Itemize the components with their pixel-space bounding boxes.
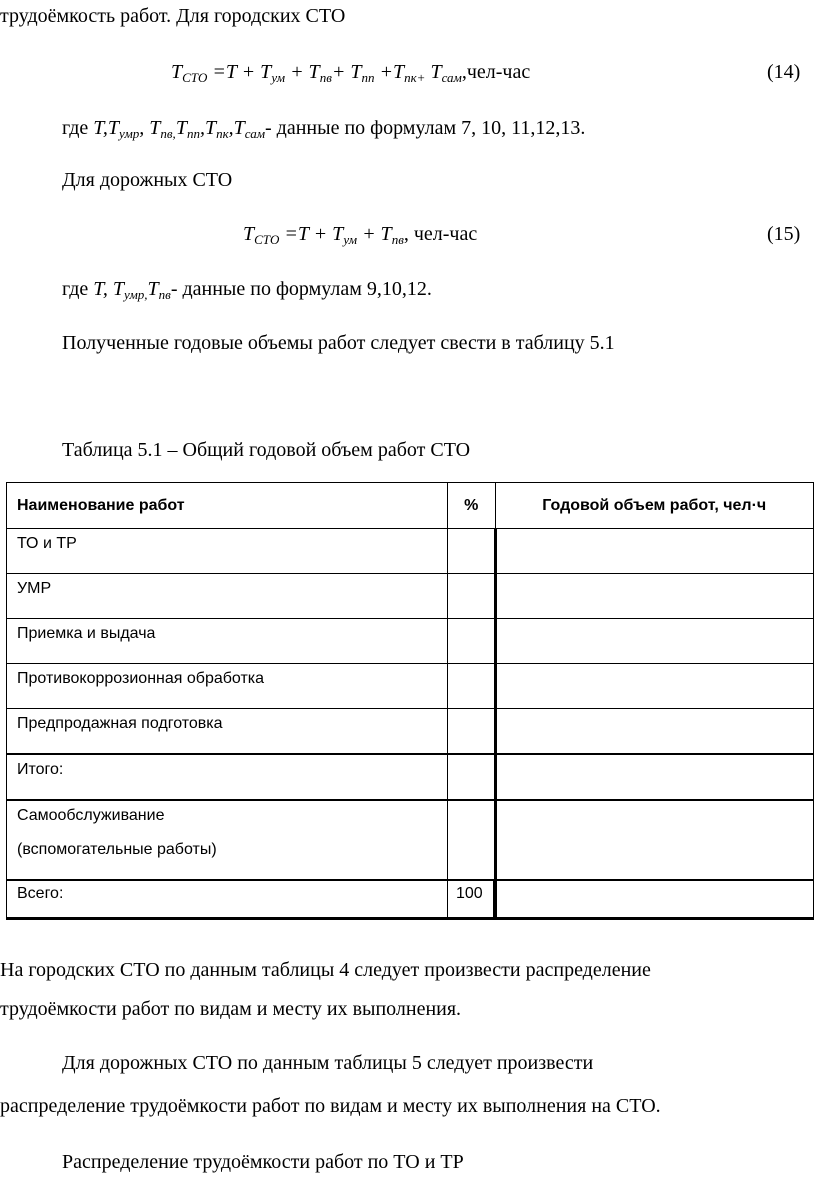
row-percent	[448, 800, 496, 880]
row-percent	[448, 619, 496, 664]
where1-sub-pv: пв,	[160, 126, 176, 141]
row-volume	[495, 664, 814, 709]
f14-sub-4: пк+	[404, 70, 426, 85]
formula-14: $T_{СТО} =T + T_{ум} + T_{пв}+ T_{пп} +T_{пк+}$ $T_{сам},чел$-час	[171, 61, 531, 85]
where1-sub-umr: умр	[119, 126, 140, 141]
f15-unit: чел-час	[408, 223, 478, 245]
row-volume	[495, 619, 814, 664]
row-name: Итого:	[7, 754, 448, 800]
row-volume	[495, 709, 814, 755]
where-line-2: где T, $T_{умр,}T_{пв}-$ данные по формулам 9,10,12.	[62, 278, 432, 302]
row-name: Всего:	[7, 880, 448, 919]
f14-sub-1: ум	[271, 70, 286, 85]
para1-line1: На городских СТО по данным таблицы 4 следует произвести распределение	[0, 959, 651, 981]
para2-line2: распределение трудоёмкости работ по видам и месту их выполнения на СТО.	[0, 1095, 661, 1117]
row-name: Предпродажная подготовка	[7, 709, 448, 755]
where1-sub-pk: пк	[216, 126, 229, 141]
f14-unit: ,чел-час	[461, 61, 531, 83]
para1-line2: трудоёмкости работ по видам и месту их выполнения.	[0, 998, 462, 1020]
row-volume	[495, 800, 814, 880]
works-volume-table	[6, 482, 814, 920]
row-name	[7, 800, 448, 880]
f14-sub-lhs: СТО	[182, 70, 208, 85]
row-percent: 100	[448, 880, 496, 919]
header-percent: %	[448, 483, 496, 529]
f15-sub-lhs: СТО	[254, 232, 280, 247]
row-volume	[495, 754, 814, 800]
row-percent	[448, 709, 496, 755]
table-row	[7, 709, 814, 755]
table-row	[7, 529, 814, 574]
where1-vars: T,T	[93, 117, 120, 139]
para3: Распределение трудоёмкости работ по ТО и ТР	[62, 1151, 464, 1173]
row-name: УМР	[7, 574, 448, 619]
table-row	[7, 664, 814, 709]
f15-sub-2: пв	[391, 232, 404, 247]
where1-sub-sam: сам	[244, 126, 266, 141]
f15-sub-1: ум	[343, 232, 358, 247]
where2-prefix: где	[62, 278, 94, 300]
row-name: Приемка и выдача	[7, 619, 448, 664]
row-name: ТО и ТР	[7, 529, 448, 574]
where1-rest: - данные по формулам 7, 10, 11,12,13.	[265, 117, 586, 139]
row-percent	[448, 754, 496, 800]
row-percent	[448, 664, 496, 709]
row-volume	[495, 529, 814, 574]
header-annual-volume: Годовой объем работ, чел·ч	[495, 483, 814, 529]
header-work-name: Наименование работ	[7, 483, 448, 529]
f14-sub-5: сам	[441, 70, 462, 85]
text-line-1: трудоёмкость работ. Для городских СТО	[0, 5, 346, 27]
equation-number-15: (15)	[767, 223, 801, 245]
where1-prefix: где	[62, 117, 94, 139]
f14-sub-3: пп	[361, 70, 375, 85]
row-percent	[448, 574, 496, 619]
summary-line: Полученные годовые объемы работ следует свести в таблицу 5.1	[62, 332, 615, 354]
table-row-total	[7, 880, 814, 919]
road-heading: Для дорожных СТО	[62, 169, 233, 191]
formula-15: $T_{СТО} =T + T_{ум} + T_{пв}$, чел-час	[243, 223, 478, 247]
row-name-line1: Самообслуживание	[17, 807, 165, 824]
row-volume	[495, 880, 814, 919]
table-row-self-service	[7, 800, 814, 880]
row-name: Противокоррозионная обработка	[7, 664, 448, 709]
table-row-subtotal	[7, 754, 814, 800]
row-volume	[495, 574, 814, 619]
table-caption: Таблица 5.1 – Общий годовой объем работ СТО	[62, 439, 471, 461]
table-row	[7, 574, 814, 619]
row-name-line2: (вспомогательные работы)	[17, 841, 217, 858]
table-header-row	[7, 483, 814, 529]
where-line-1: где $T,T_{умр}$, $T_{пв,}T_{пп},T_{пк},T_{сам}-$ данные по формулам 7, 10, 11,12,13.	[62, 117, 586, 141]
where2-sub-umr: умр,	[124, 287, 148, 302]
where2-sub-pv: пв	[158, 287, 171, 302]
where2-rest: - данные по формулам 9,10,12.	[170, 278, 432, 300]
table-row	[7, 619, 814, 664]
row-percent	[448, 529, 496, 574]
equation-number-14: (14)	[767, 61, 801, 83]
para2-line1: Для дорожных СТО по данным таблицы 5 следует произвести	[62, 1052, 594, 1074]
where1-sub-pp: пп	[186, 126, 200, 141]
f14-sub-2: пв	[319, 70, 332, 85]
